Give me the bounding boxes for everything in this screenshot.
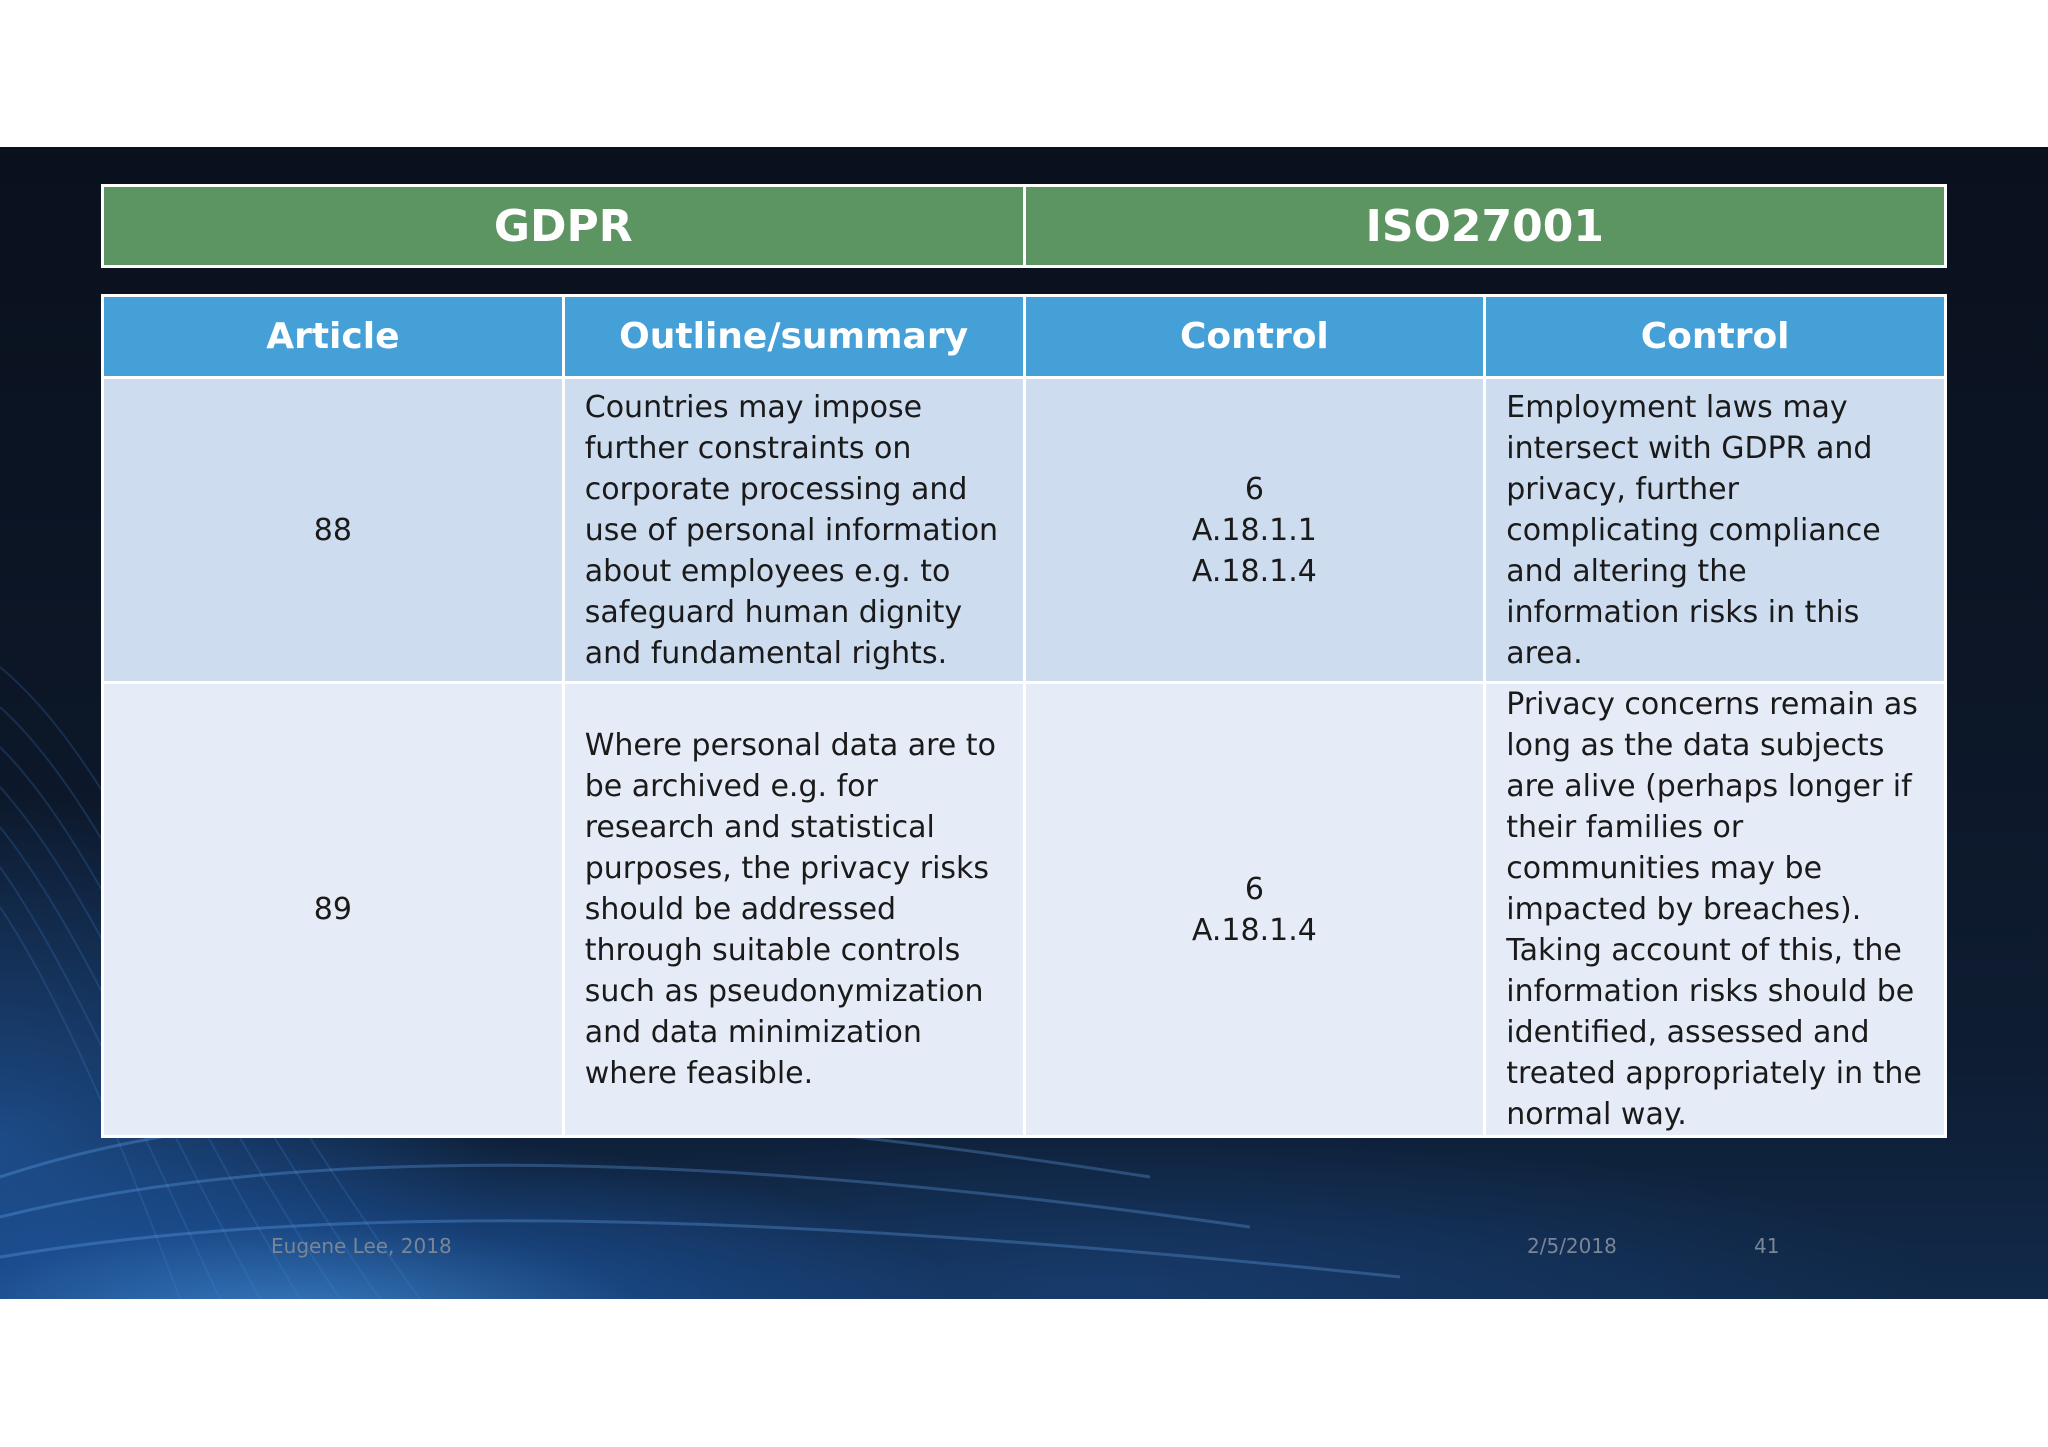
control-item: A.18.1.1 — [1191, 512, 1317, 548]
column-header-summary: Outline/summary — [563, 296, 1024, 378]
control-item: 6 — [1244, 471, 1264, 507]
footer-page-number: 41 — [1754, 1234, 1780, 1258]
article-summary: Countries may impose further constraints on corporate processing and use of personal information about employees e.g. to safeguard human dignity and fundamental rights. — [563, 378, 1024, 683]
header-gdpr: GDPR — [493, 200, 633, 252]
footer-date: 2/5/2018 — [1527, 1234, 1617, 1258]
table-row — [103, 683, 1946, 1137]
column-header-control-notes: Control — [1485, 296, 1946, 378]
article-summary: Where personal data are to be archived e.g. for research and statistical purposes, the privacy risks should be addressed through suitable controls such as pseudonymization and data minimization where feasible. — [563, 683, 1024, 1137]
standards-header — [101, 184, 1947, 268]
control-comment: Employment laws may intersect with GDPR and privacy, further complicating compliance and altering the information risks in this area. — [1485, 378, 1946, 683]
header-iso27001: ISO27001 — [1023, 187, 1945, 265]
article-number: 88 — [103, 378, 564, 683]
column-header-article: Article — [103, 296, 564, 378]
control-item: A.18.1.4 — [1191, 912, 1317, 948]
control-list — [1024, 683, 1485, 1137]
footer-author: Eugene Lee, 2018 — [271, 1234, 452, 1258]
control-list — [1024, 378, 1485, 683]
slide — [0, 147, 2048, 1299]
article-number: 89 — [103, 683, 564, 1137]
control-item: A.18.1.4 — [1191, 553, 1317, 589]
table-row — [103, 378, 1946, 683]
control-item: 6 — [1244, 871, 1264, 907]
control-comment: Privacy concerns remain as long as the data subjects are alive (perhaps longer if their families or communities may be impacted by breaches). Taking account of this, the information risks should be identified, assessed and treated appropriately in the normal way. — [1485, 683, 1946, 1137]
column-header-control: Control — [1024, 296, 1485, 378]
table-header-row — [103, 296, 1946, 378]
mapping-table — [101, 294, 1947, 1138]
